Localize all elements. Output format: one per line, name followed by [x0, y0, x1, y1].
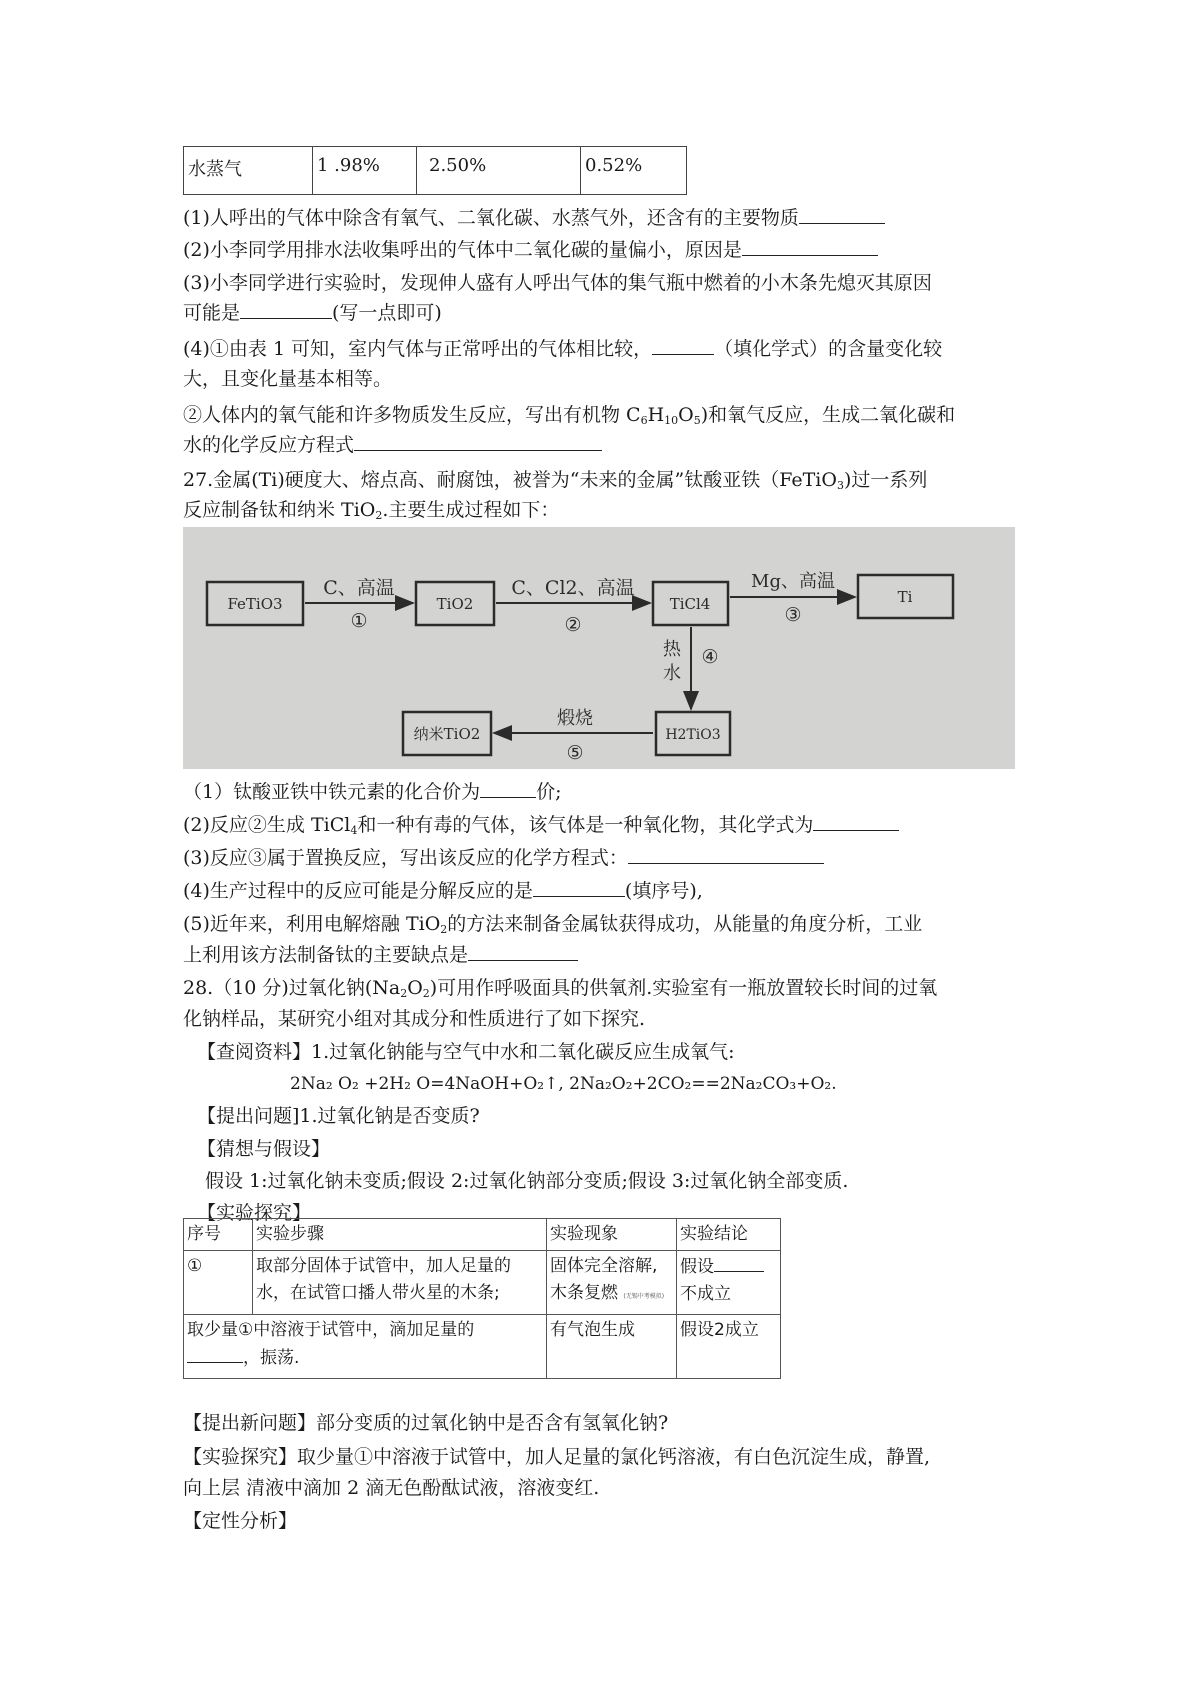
q26-part4-line1: (4)①由表 1 可知，室内气体与正常呼出的气体相比较， （填化学式）的含量变化较 — [183, 334, 942, 364]
table-header: 实验步骤 — [253, 1219, 547, 1251]
q27-part5-line1: (5)近年来，利用电解熔融 TiO$_2$的方法来制备金属钛获得成功，从能量的角度分析，工业 — [183, 913, 923, 936]
step-number: ⑤ — [566, 742, 584, 764]
arrow-label: Mg、高温 — [751, 571, 835, 592]
arrow-step3 — [730, 571, 855, 626]
q26-part5-line2: 水的化学反应方程式 — [183, 430, 602, 460]
node-label: 纳米TiO2 — [413, 725, 481, 743]
node-label: Ti — [897, 588, 913, 606]
node-h2tio3 — [656, 712, 730, 755]
answer-blank — [468, 940, 578, 961]
node-nano-tio2 — [403, 712, 491, 755]
node-label: FeTiO3 — [227, 595, 283, 613]
q26-part3-line1: (3)小李同学进行实验时，发现伸人盛有人呼出气体的集气瓶中燃着的小木条先熄灭其原因 — [183, 272, 932, 294]
answer-blank — [628, 843, 824, 864]
q26-part4-line2: 大，且变化量基本相等。 — [183, 368, 393, 390]
q28-new-question: 【提出新问题】部分变质的过氧化钠中是否含有氢氧化钠? — [183, 1412, 669, 1434]
node-label: H2TiO3 — [665, 727, 721, 743]
arrow-label: 热 — [663, 639, 681, 660]
q28-question: 【提出问题]1.过氧化钠是否变质? — [197, 1105, 480, 1127]
node-ti — [858, 575, 953, 618]
table-header: 实验结论 — [677, 1219, 781, 1251]
answer-blank — [742, 235, 878, 256]
step-number: ② — [564, 614, 582, 636]
table-header-row — [184, 1219, 781, 1251]
answer-blank — [533, 876, 625, 897]
arrow-step1 — [305, 577, 413, 632]
table-cell: 假设 不成立 — [677, 1251, 781, 1315]
q27-part1: （1）钛酸亚铁中铁元素的化合价为 价; — [183, 777, 562, 807]
table-cell: 1 .98% — [313, 147, 417, 195]
node-ticl4 — [653, 582, 728, 625]
q28-reference-heading: 【查阅资料】1.过氧化钠能与空气中水和二氧化碳反应生成氧气: — [197, 1041, 735, 1063]
arrow-step4 — [663, 627, 719, 709]
answer-blank — [714, 1253, 764, 1272]
q28-analysis-heading: 【定性分析】 — [183, 1510, 298, 1532]
q27-part2: (2)反应②生成 TiCl$_4$和一种有毒的气体，该气体是一种氧化物，其化学式为 — [183, 810, 899, 846]
q28-equations: 2Na₂ O₂ +2H₂ O=4NaOH+O₂↑, 2Na₂O₂+2CO₂==2Na₂CO₃+O₂. — [290, 1074, 837, 1094]
q27-part5-line2: 上利用该方法制备钛的主要缺点是 — [183, 940, 578, 970]
q28-experiment2-line1: 【实验探究】取少量①中溶液于试管中，加人足量的氯化钙溶液，有白色沉淀生成，静置, — [183, 1446, 931, 1468]
arrow-step2 — [496, 577, 650, 636]
node-label: TiO2 — [436, 595, 474, 613]
table-row — [184, 147, 687, 195]
table-cell: 取少量①中溶液于试管中，滴加足量的 ，振荡. — [184, 1315, 547, 1379]
table-cell: 有气泡生成 — [547, 1315, 677, 1379]
table-cell: ① — [184, 1251, 253, 1315]
table-header: 序号 — [184, 1219, 253, 1251]
answer-blank — [813, 810, 899, 831]
table-cell: 0.52% — [581, 147, 687, 195]
q27-intro-line2: 反应制备钛和纳米 TiO$_2$.主要生成过程如下： — [183, 499, 560, 522]
arrow-label: 水 — [663, 663, 681, 684]
step-number: ① — [350, 610, 368, 632]
table-cell: 2.50% — [417, 147, 581, 195]
table-cell: 水蒸气 — [184, 147, 313, 195]
step-number: ③ — [784, 604, 802, 626]
answer-blank — [354, 430, 602, 451]
q28-intro-line1: 28.（10 分)过氧化钠$(Na_2O_2)$可用作呼吸面具的供氧剂.实验室有一瓶放置较长时间的过氧 — [183, 977, 938, 1000]
q26-part1: (1)人呼出的气体中除含有氧气、二氧化碳、水蒸气外，还含有的主要物质 — [183, 203, 885, 233]
q26-part5-line1: ②人体内的氧气能和许多物质发生反应，写出有机物 $C_6H_{10}O_5$)和氧气反应，生成二氧化碳和 — [183, 404, 956, 427]
gas-composition-table — [183, 146, 687, 195]
answer-blank — [652, 334, 714, 355]
arrow-label: C、高温 — [323, 577, 395, 599]
table-cell: 假设2成立 — [677, 1315, 781, 1379]
answer-blank — [799, 203, 885, 224]
answer-blank — [480, 777, 536, 798]
answer-blank — [187, 1344, 243, 1363]
arrow-label: C、Cl2、高温 — [511, 577, 635, 599]
table-cell: 固体完全溶解, 木条复燃 (无锡中考模拟) — [547, 1251, 677, 1315]
q28-experiment-heading: 【实验探究】 — [197, 1202, 312, 1224]
q28-intro-line2: 化钠样品，某研究小组对其成分和性质进行了如下探究. — [183, 1008, 646, 1030]
arrow-step5 — [494, 708, 653, 764]
q27-part4: (4)生产过程中的反应可能是分解反应的是 (填序号), — [183, 876, 703, 906]
titanium-process-diagram — [183, 527, 1015, 769]
node-fetio3 — [207, 582, 303, 625]
table-cell: 取部分固体于试管中，加人足量的 水，在试管口播人带火星的木条; — [253, 1251, 547, 1315]
q26-part3-line2: 可能是 (写一点即可) — [183, 298, 442, 328]
answer-blank — [240, 298, 332, 319]
node-label: TiCl4 — [669, 595, 711, 613]
table-header: 实验现象 — [547, 1219, 677, 1251]
experiment-table — [183, 1218, 781, 1379]
q28-hypotheses: 假设 1:过氧化钠未变质;假设 2:过氧化钠部分变质;假设 3:过氧化钠全部变质. — [205, 1170, 849, 1192]
q28-experiment2-line2: 向上层 清液中滴加 2 滴无色酚酞试液，溶液变红. — [183, 1477, 600, 1499]
node-tio2 — [416, 582, 494, 625]
table-row — [184, 1315, 781, 1379]
step-number: ④ — [701, 646, 719, 668]
q27-intro-line1: 27.金属(Ti)硬度大、熔点高、耐腐蚀，被誉为“未来的金属”钛酸亚铁（FeTiO$_3$)过一系列 — [183, 469, 928, 492]
arrow-label: 煅烧 — [557, 708, 593, 729]
q26-part2: (2)小李同学用排水法收集呼出的气体中二氧化碳的量偏小，原因是 — [183, 235, 878, 265]
q28-hypothesis-heading: 【猜想与假设】 — [197, 1138, 331, 1160]
q27-part3: (3)反应③属于置换反应，写出该反应的化学方程式： — [183, 843, 824, 873]
table-row — [184, 1251, 781, 1315]
